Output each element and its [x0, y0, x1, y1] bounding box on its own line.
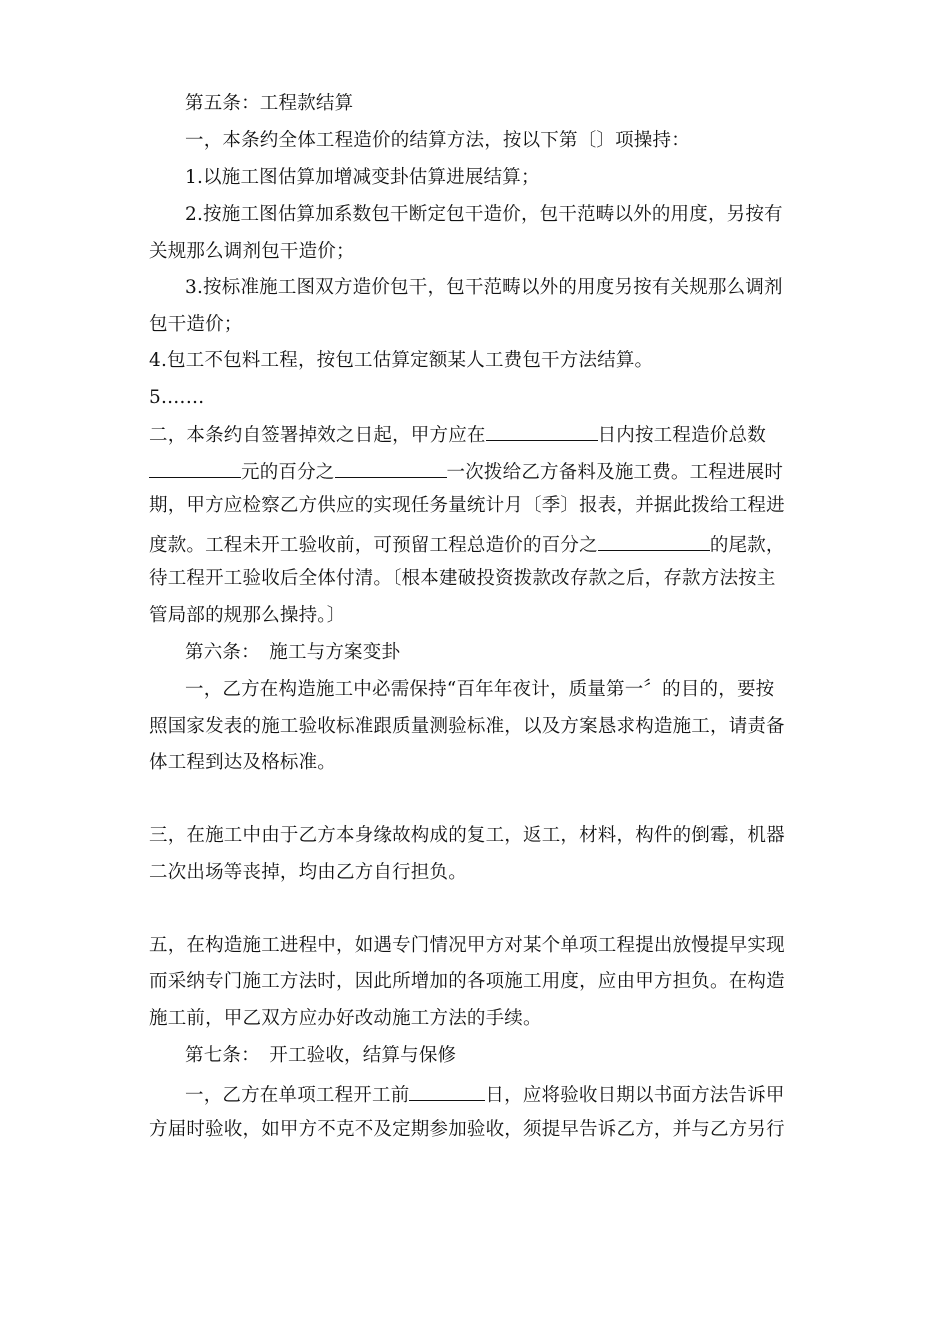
- para2-text-e: 度款。工程未开工验收前，可预留工程总造价的百分之: [149, 535, 598, 556]
- article6-para1-line2: 照国家发表的施工验收标准跟质量测验标准，以及方案恳求构造施工，请责备: [149, 716, 785, 737]
- blank-notice-days-field: [409, 1081, 485, 1101]
- article6-title: 第六条： 施工与方案变卦: [185, 642, 401, 663]
- para2-text-c: 元的百分之: [241, 462, 335, 483]
- article5-item3-line2: 包干造价；: [149, 314, 243, 335]
- article7-text-b: 日，应将验收日期以书面方法告诉甲: [485, 1085, 785, 1106]
- article6-para3-line1: 三，在施工中由于乙方本身缘故构成的复工，返工，材料，构件的倒霉，机器: [149, 825, 785, 846]
- article5-title: 第五条：工程款结算: [185, 93, 354, 114]
- para2-text-d: 一次拨给乙方备料及施工费。工程进展时: [446, 462, 784, 483]
- article5-para2-line2: [149, 458, 783, 485]
- article5-item5: 5.……: [149, 387, 205, 408]
- article7-para1-line1: [185, 1081, 785, 1108]
- article6-para3-line2: 二次出场等丧掉，均由乙方自行担负。: [149, 862, 467, 883]
- blank-retention-percent-field: [598, 531, 710, 551]
- article6-para1-line3: 体工程到达及格标准。: [149, 752, 337, 773]
- article6-para5-line2: 而采纳专门施工方法时，因此所增加的各项施工用度，应由甲方担负。在构造: [149, 971, 785, 992]
- blank-percent-field: [335, 458, 447, 478]
- article6-para5-line1: 五，在构造施工进程中，如遇专门情况甲方对某个单项工程提出放慢提早实现: [149, 935, 785, 956]
- para2-text-b: 日内按工程造价总数: [597, 425, 766, 446]
- article5-para2-line1: [149, 421, 766, 448]
- para2-text-a: 二，本条约自签署掉效之日起，甲方应在: [149, 425, 486, 446]
- article5-item2-line1: 2.按施工图估算加系数包干断定包干造价，包干范畴以外的用度，另按有: [185, 204, 783, 225]
- article5-item1: 1.以施工图估算加增减变卦估算进展结算；: [185, 167, 540, 188]
- article5-para2-line3: 期，甲方应检察乙方供应的实现任务量统计月〔季〕报表，并据此拨给工程进: [149, 495, 785, 516]
- blank-total-amount-field: [149, 458, 241, 478]
- article5-item3-line1: 3.按标准施工图双方造价包干，包干范畴以外的用度另按有关规那么调剂: [185, 277, 783, 298]
- article5-para2-line4: [149, 531, 785, 558]
- para2-text-f: 的尾款，: [709, 535, 785, 556]
- article6-para5-line3: 施工前，甲乙双方应办好改动施工方法的手续。: [149, 1008, 542, 1029]
- article5-para1: 一，本条约全体工程造价的结算方法，按以下第〔〕项操持：: [185, 130, 690, 151]
- article5-item2-line2: 关规那么调剂包干造价；: [149, 241, 355, 262]
- article5-para2-line5: 待工程开工验收后全体付清。〔根本建破投资拨款改存款之后，存款方法按主: [149, 568, 776, 589]
- article7-title: 第七条： 开工验收，结算与保修: [185, 1045, 457, 1066]
- article6-para1-line1: 一，乙方在构造施工中必需保持“百年年夜计，质量第一〞的目的，要按: [185, 679, 775, 700]
- article5-item4: 4.包工不包料工程，按包工估算定额某人工费包干方法结算。: [149, 350, 654, 371]
- article7-text-a: 一，乙方在单项工程开工前: [185, 1085, 410, 1106]
- blank-days-field: [486, 421, 598, 441]
- article5-para2-line6: 管局部的规那么操持。〕: [149, 605, 346, 626]
- article7-para1-line2: 方届时验收，如甲方不克不及定期参加验收，须提早告诉乙方，并与乙方另行: [149, 1119, 785, 1140]
